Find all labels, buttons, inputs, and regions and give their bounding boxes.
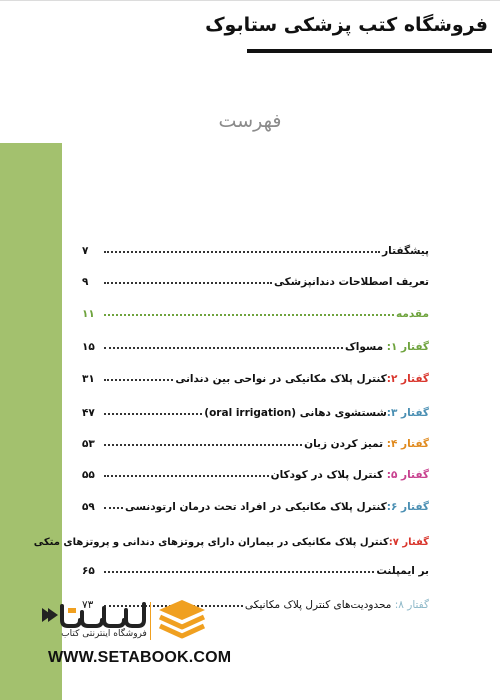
toc-entry-title: تمیز کردن زبان: [304, 438, 384, 450]
leader-dots: [104, 475, 269, 477]
leader-dots: [104, 379, 173, 381]
leader-dots: [104, 571, 374, 573]
toc-chapter-label: گفتار ۲:: [386, 373, 429, 385]
leader-dots: [104, 413, 202, 415]
toc-page-number: ۶۵: [82, 565, 95, 577]
website-url[interactable]: WWW.SETABOOK.COM: [48, 649, 232, 666]
toc-entry[interactable]: [82, 363, 429, 385]
leader-dots: [104, 444, 302, 446]
toc-page-number: ۵۳: [82, 438, 95, 450]
toc-page-number: ۴۷: [82, 407, 95, 419]
toc-page-number: ۷: [82, 245, 89, 257]
logo-divider: [150, 602, 151, 640]
store-name-heading: فروشگاه کتب پزشکی ستابوک: [205, 14, 488, 36]
toc-entry[interactable]: [33, 526, 429, 548]
toc-entry[interactable]: [82, 266, 429, 288]
setabook-logo-wordmark: [40, 600, 148, 630]
toc-entry[interactable]: [82, 428, 429, 450]
toc-entry-title: مسواک: [345, 341, 384, 353]
toc-page-number: ۷۳: [82, 599, 94, 611]
toc-entry[interactable]: [82, 397, 429, 419]
toc-entry-title: شستشوی دهانی (oral irrigation): [204, 407, 387, 419]
leader-dots: [104, 347, 343, 349]
toc-entry-title: مقدمه: [396, 308, 429, 320]
toc-chapter-label: گفتار ۶:: [386, 501, 429, 513]
toc-entry[interactable]: [82, 491, 429, 513]
toc-title: فهرست: [218, 110, 282, 132]
leader-dots: [104, 251, 380, 253]
toc-chapter-label: گفتار ۵:: [386, 469, 429, 481]
toc-chapter-label: گفتار ۴:: [386, 438, 429, 450]
toc-entry-title: کنترل پلاک مکانیکی در بیماران دارای پروتزهای دندانی و پروتزهای متکی: [33, 537, 389, 548]
toc-page-number: ۱۵: [82, 341, 95, 353]
toc-page-number: ۵۵: [82, 469, 95, 481]
toc-entry-title: بر ایمپلنت: [376, 565, 429, 577]
toc-page-number: ۵۹: [82, 501, 95, 513]
toc-entry[interactable]: [82, 298, 429, 320]
heading-underline: [247, 49, 492, 53]
toc-entry-title: محدودیت‌های کنترل پلاک مکانیکی: [244, 599, 392, 611]
toc-entry[interactable]: [82, 555, 429, 577]
leader-dots: [104, 507, 123, 509]
toc-page-number: ۱۱: [82, 308, 95, 320]
toc-entry-title: کنترل پلاک در کودکان: [270, 469, 384, 481]
toc-page-number: ۹: [82, 276, 89, 288]
toc-entry[interactable]: [82, 459, 429, 481]
toc-entry[interactable]: [82, 331, 429, 353]
toc-entry-title: کنترل پلاک مکانیکی در افراد تحت درمان ارتودنسی: [124, 501, 387, 513]
toc-chapter-label: گفتار ۱:: [386, 341, 429, 353]
toc-chapter-label: گفتار ۳:: [386, 407, 429, 419]
toc-entry-title: تعریف اصطلاحات دندانپزشکی: [274, 276, 429, 288]
book-stack-icon: [157, 598, 207, 642]
toc-entry-title: پیشگفتار: [382, 245, 429, 257]
leader-dots: [104, 314, 394, 316]
toc-entry-title: کنترل پلاک مکانیکی در نواحی بین دندانی: [175, 373, 387, 385]
toc-entry[interactable]: [82, 235, 429, 257]
top-rule: [0, 0, 500, 1]
logo-tagline: فروشگاه اینترنتی کتاب: [61, 629, 147, 639]
leader-dots: [104, 282, 272, 284]
toc-chapter-label: گفتار ۷:: [388, 537, 429, 548]
toc-chapter-label: گفتار ۸:: [394, 599, 429, 611]
toc-page-number: ۳۱: [82, 373, 95, 385]
